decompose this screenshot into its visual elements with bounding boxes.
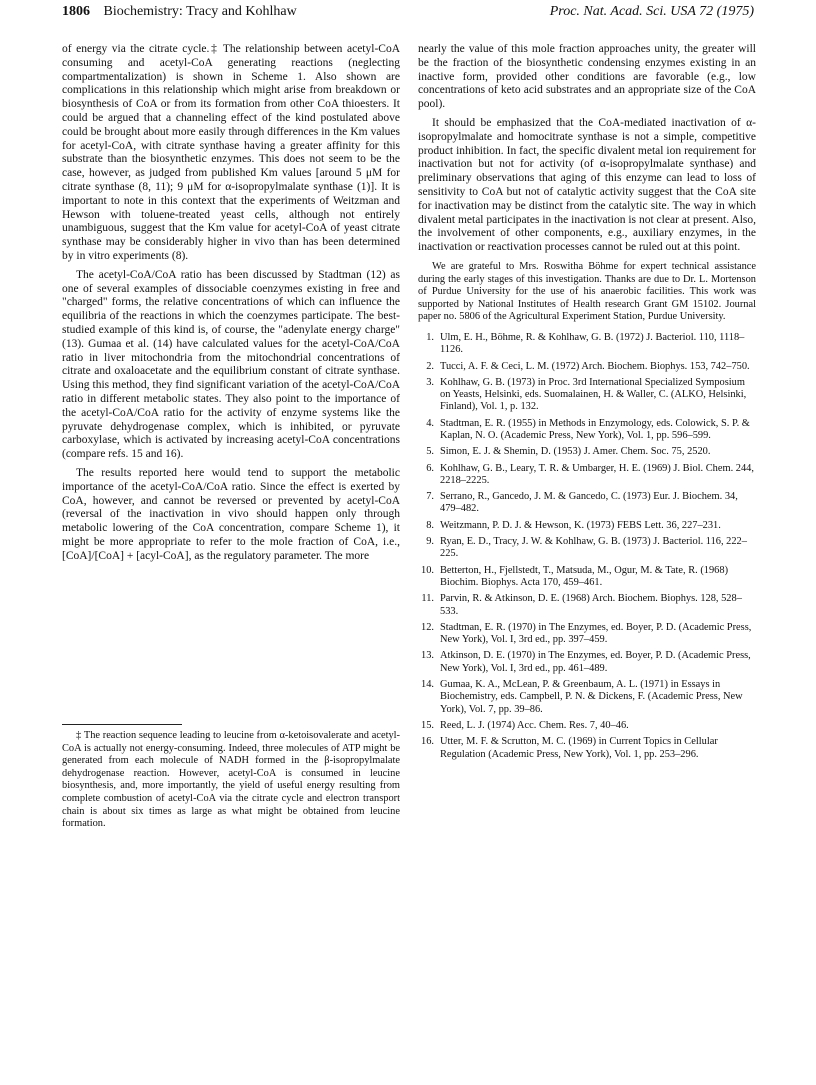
reference-number: 14. [421, 679, 434, 691]
footnote-text: ‡ The reaction sequence leading to leucine from α-ketoisovalerate and acetyl-CoA is actually not energy-consuming. Indeed, three molecules of ATP might be generated from each molecule of NADH formed in the β-isopropylmalate dehydrogenase reaction. However, acetyl-CoA is consumed in leucine biosynthesis, and, more importantly, the yield of useful energy resulting from complete combustion of acetyl-CoA via the citrate cycle and electron transport chain is about six times as large as what might be obtained from leucine formation. [62, 730, 400, 830]
reference-number: 16. [421, 736, 434, 748]
reference-item [418, 679, 756, 716]
body-paragraph: nearly the value of this mole fraction approaches unity, the greater will be the fraction of the biosynthetic condensing enzymes existing in an inactive form, provided other conditions are favorable (e.g., low concentrations of keto acid substrates and an appropriate size of the CoA pool). [418, 43, 756, 111]
running-header [62, 4, 754, 24]
reference-number: 11. [421, 593, 434, 605]
reference-number: 12. [421, 621, 434, 633]
reference-item [418, 536, 756, 561]
reference-text: Serrano, R., Gancedo, J. M. & Gancedo, C. (1973) Eur. J. Biochem. 34, 479–482. [440, 491, 738, 515]
footnote-divider [62, 724, 182, 725]
reference-item [418, 332, 756, 357]
reference-text: Betterton, H., Fjellstedt, T., Matsuda, M., Ogur, M. & Tate, R. (1968) Biochim. Biophys. Acta 170, 459–461. [440, 564, 729, 588]
body-paragraph: The results reported here would tend to support the metabolic importance of the acetyl-CoA/CoA ratio. Since the effect is exerted by CoA, however, and cannot be reversed or prevented by acetyl-CoA (reversal of the inactivation in vivo should happen only through metabolic lowering of the CoA concentration, compare Scheme 1), it might be more appropriate to refer to the mole fraction of CoA, i.e., [CoA]/[CoA] + [acyl-CoA], as the regulatory parameter. The more [62, 466, 400, 562]
journal-citation: Proc. Nat. Acad. Sci. USA 72 (1975) [549, 4, 754, 19]
reference-text: Kohlhaw, G. B., Leary, T. R. & Umbarger, H. E. (1969) J. Biol. Chem. 244, 2218–2225. [440, 462, 754, 486]
reference-item [418, 720, 756, 732]
reference-text: Utter, M. F. & Scrutton, M. C. (1969) in Current Topics in Cellular Regulation (Academic Press, New York), Vol. 1, pp. 253–296. [440, 736, 718, 760]
reference-item [418, 463, 756, 488]
reference-text: Stadtman, E. R. (1970) in The Enzymes, ed. Boyer, P. D. (Academic Press, New York), Vol. I, 3rd ed., pp. 397–459. [440, 621, 752, 646]
reference-text: Ryan, E. D., Tracy, J. W. & Kohlhaw, G. B. (1973) J. Bacteriol. 116, 222–225. [440, 536, 747, 560]
left-column [62, 43, 400, 568]
reference-item [418, 377, 756, 414]
reference-text: Atkinson, D. E. (1970) in The Enzymes, ed. Boyer, P. D. (Academic Press, New York), Vol. I, 3rd ed., pp. 461–489. [440, 650, 751, 674]
reference-text: Ulm, E. H., Böhme, R. & Kohlhaw, G. B. (1972) J. Bacteriol. 110, 1118–1126. [440, 331, 745, 356]
reference-item [418, 361, 756, 373]
body-paragraph: It should be emphasized that the CoA-mediated inactivation of α-isopropylmalate and homocitrate synthase is not a simple, competitive product inhibition. In fact, the specific divalent metal ion requirement for inactivation but not for activity (of α-isopropylmalate synthase) and preliminary observations that aging of this enzyme can lead to loss of sensitivity to CoA but not of catalytic activity suggest that the CoA site for inactivation may be distinct from the catalytic site. The way in which divalent metal participates in the inactivation is not clear at present. Also, the involvement of other components, e.g., auxiliary enzymes, in the inactivation or reactivation processes cannot be ruled out at this point. [418, 116, 756, 254]
reference-text: Gumaa, K. A., McLean, P. & Greenbaum, A. L. (1971) in Essays in Biochemistry, eds. Campbell, P. N. & Dickens, F. (Academic Press, New York), Vol. 7, pp. 39–86. [440, 679, 743, 715]
reference-number: 7. [426, 491, 434, 503]
reference-number: 13. [421, 650, 434, 662]
right-column [418, 43, 756, 765]
header-left [62, 4, 297, 20]
reference-number: 10. [421, 564, 434, 576]
acknowledgment: We are grateful to Mrs. Roswitha Böhme for expert technical assistance during the early stages of this investigation. Thanks are due to Dr. L. Mortenson of Purdue University for the use of his anaerobic facilities. This work was supported by National Institutes of Health research Grant GM 15102. Journal paper no. 5806 of the Agricultural Experiment Station, Purdue University. [418, 260, 756, 323]
reference-text: Kohlhaw, G. B. (1973) in Proc. 3rd International Specialized Symposium on Yeasts, Helsinki, eds. Suomalainen, H. & Waller, C. (ALKO, Helsinki, Finland), Vol. 1, p. 132. [440, 376, 747, 413]
reference-number: 4. [426, 417, 434, 429]
reference-text: Stadtman, E. R. (1955) in Methods in Enzymology, eds. Colowick, S. P. & Kaplan, N. O. (Academic Press, New York), Vol. 1, pp. 596–599. [440, 417, 750, 441]
reference-item [418, 491, 756, 516]
reference-text: Reed, L. J. (1974) Acc. Chem. Res. 7, 40–46. [440, 719, 629, 731]
reference-number: 6. [426, 462, 434, 474]
reference-number: 15. [421, 719, 434, 731]
page-number: 1806 [62, 4, 90, 19]
reference-text: Weitzmann, P. D. J. & Hewson, K. (1973) FEBS Lett. 36, 227–231. [440, 519, 721, 531]
reference-item [418, 622, 756, 647]
reference-item [418, 736, 756, 761]
reference-item [418, 418, 756, 443]
footnote [62, 730, 400, 831]
reference-item [418, 593, 756, 618]
reference-text: Parvin, R. & Atkinson, D. E. (1968) Arch. Biochem. Biophys. 128, 528–533. [440, 593, 742, 617]
reference-item [418, 650, 756, 675]
reference-number: 9. [426, 536, 434, 548]
reference-number: 3. [426, 376, 434, 388]
body-paragraph: of energy via the citrate cycle.‡ The relationship between acetyl-CoA consuming and acetyl-CoA generating reactions (neglecting compartmentalization) is shown in Scheme 1. Also shown are complications in this relationship which might arise from breakdown or biosynthesis of CoA or from its formation from other CoA thioesters. It could be argued that a channeling effect of the kind postulated above could be brought about more easily through differences in the Km values for acetyl-CoA, with citrate synthase having a greater affinity for this substrate than the biosynthetic enzymes. This does not seem to be the case, however, as judged from published Km values [around 5 μM for citrate synthase (8, 11); 9 μM for α-isopropylmalate synthase (1)]. It is important to note in this context that the experiments of Weitzman and Hewson with toluene-treated yeast cells, although not entirely unambiguous, suggest that the Km value for acetyl-CoA of yeast citrate synthase may be considerably higher in vivo than has been determined by in vitro experiments (8). [62, 43, 400, 262]
reference-number: 5. [426, 446, 434, 458]
reference-item [418, 446, 756, 458]
reference-text: Simon, E. J. & Shemin, D. (1953) J. Amer. Chem. Soc. 75, 2520. [440, 446, 711, 458]
reference-list [418, 332, 756, 761]
reference-item [418, 520, 756, 532]
reference-number: 8. [426, 519, 434, 531]
body-paragraph: The acetyl-CoA/CoA ratio has been discussed by Stadtman (12) as one of several examples of dissociable coenzymes existing in free and "charged" forms, the relative concentrations of which can influence the equilibria of the reactions in which the coenzymes participate. The best-studied example of this kind is, of course, the "adenylate energy charge" (13). Gumaa et al. (14) have calculated values for the acetyl-CoA/CoA ratio in liver mitochondria from the mitochondrial concentrations of citrate and oxaloacetate and the equilibrium constant of citrate synthase. Using this method, they find significant variation of the acetyl-CoA/CoA ratio in different metabolic states. They also point to the importance of the acetyl-CoA/CoA ratio for the activity of enzyme systems like the pyruvate dehydrogenase complex, which is inhibited, or pyruvate carboxylase, which is activated by increasing acetyl-CoA concentrations (compare refs. 15 and 16). [62, 268, 400, 461]
reference-number: 2. [426, 360, 434, 372]
reference-text: Tucci, A. F. & Ceci, L. M. (1972) Arch. Biochem. Biophys. 153, 742–750. [440, 360, 750, 372]
reference-number: 1. [426, 331, 434, 343]
reference-item [418, 565, 756, 590]
running-title: Biochemistry: Tracy and Kohlhaw [103, 4, 297, 19]
